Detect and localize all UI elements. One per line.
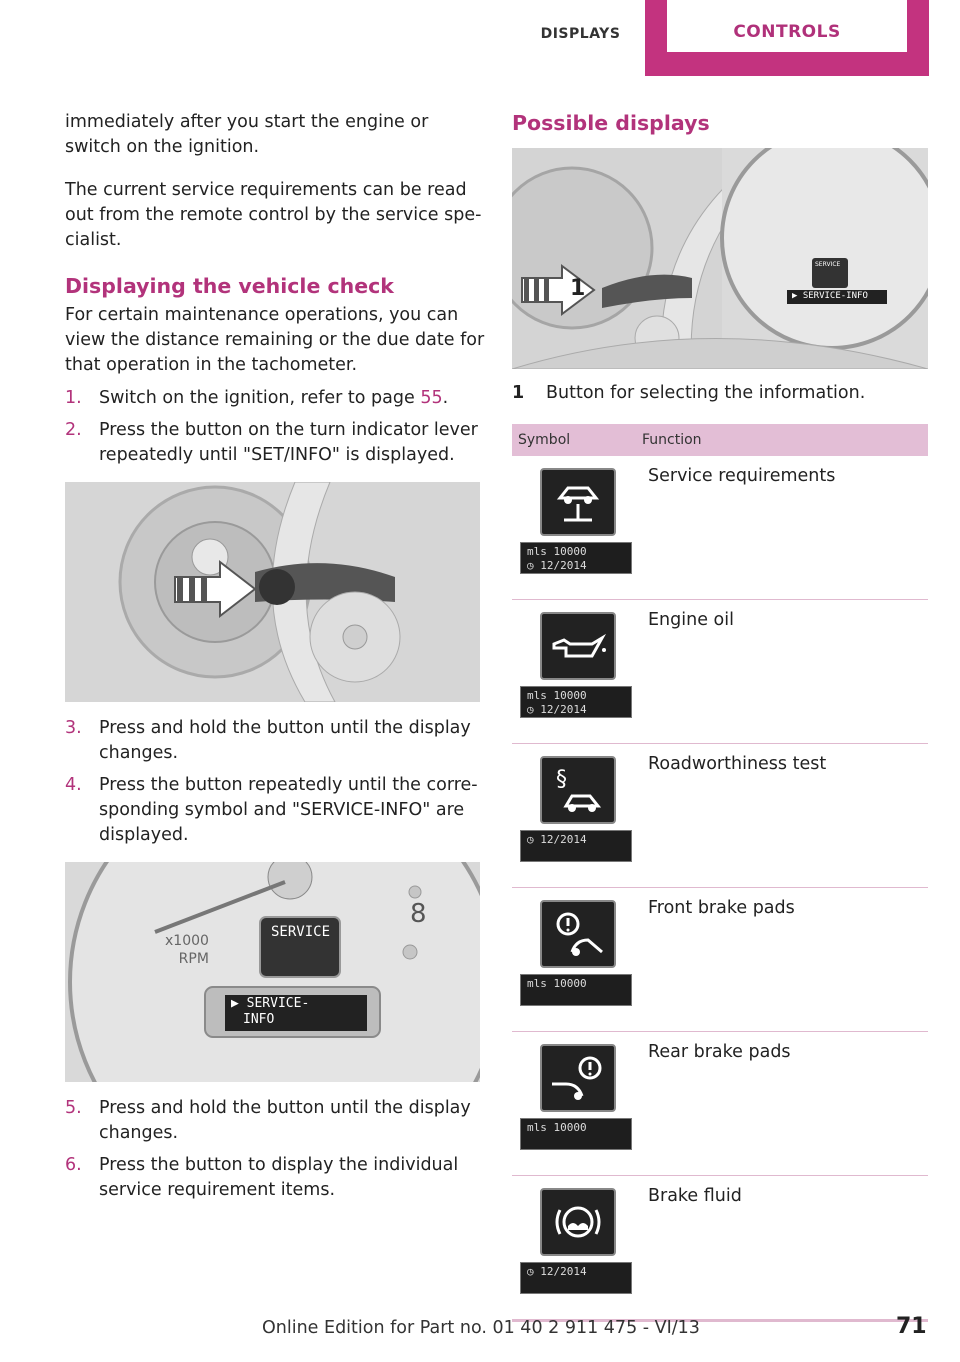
fig-lcd-service: SERVICE [815,261,841,268]
step-text: Press and hold the button until the display changes. [99,1098,471,1143]
lcd-date: ◷ 12/2014 [527,703,587,716]
step-number: 1. [65,388,82,408]
paragraph-maintenance: For certain maintenance operations, you can view the distance remaining or the due date for that operation in the tachometer. [65,305,485,375]
figure-lever-and-tachometer [512,148,928,369]
inspection-paragraph-car-icon [540,756,616,824]
fig-callout-number: 1 [570,276,586,301]
lcd-info-line-2: INFO [243,1012,275,1027]
function-cell: Rear brake pads [636,1032,928,1176]
fig-lcd-info: ▶ SERVICE-INFO [792,291,868,301]
rear-brake-pads-icon [540,1044,616,1112]
svg-text:§: § [556,767,567,792]
lcd-service-label: SERVICE [271,924,331,940]
symbols-table [512,424,928,1322]
callout-text: Button for selecting the information. [546,383,866,403]
step-item [65,1096,485,1146]
steps-list-c [65,1096,485,1203]
rpm-line-1: x1000 [165,933,209,949]
lcd-date: ◷ 12/2014 [527,1265,587,1278]
function-cell: Service requirements [636,456,928,600]
column-header-symbol: Symbol [512,424,636,456]
left-column [65,110,485,1210]
symbol-cell [512,1032,636,1176]
lcd-readout [520,1118,632,1150]
lcd-readout [520,686,632,718]
column-header-function: Function [636,424,928,456]
step-item [65,773,485,848]
brake-fluid-icon [540,1188,616,1256]
lever-illustration [65,482,480,702]
lcd-info-line-1: ▶ SERVICE- [231,996,310,1011]
figure-turn-indicator-lever [65,482,480,702]
step-text: Press the button repeatedly until the corre-sponding symbol and "SERVICE-INFO" are displayed. [99,775,478,845]
footer-edition: Online Edition for Part no. 01 40 2 911 475 - VI/13 [262,1318,700,1338]
lcd-readout [520,974,632,1006]
table-row [512,1032,928,1176]
right-column [512,110,928,1322]
lcd-readout [520,542,632,574]
steps-list-a [65,386,485,468]
table-header-row [512,424,928,456]
symbol-cell [512,1176,636,1321]
function-cell: Front brake pads [636,888,928,1032]
callout-number: 1 [512,383,525,403]
rpm-label [165,932,209,968]
paragraph-intro: immediately after you start the engine or switch on the ignition. [65,112,429,157]
symbol-cell [512,888,636,1032]
step-text: Press the button to display the individual service requirement items. [99,1155,459,1200]
header-chapter-tab [645,0,929,76]
lcd-readout [520,830,632,862]
lcd-distance: mls 10000 [527,545,587,558]
symbol-cell [512,744,636,888]
function-cell: Brake fluid [636,1176,928,1321]
function-cell: Roadworthiness test [636,744,928,888]
oil-can-icon [540,612,616,680]
overview-illustration [512,148,928,369]
step-item [65,1153,485,1203]
header-section-tab [518,0,643,72]
header-chapter-label: CONTROLS [733,22,841,42]
step-number: 4. [65,775,82,795]
lcd-date: ◷ 12/2014 [527,833,587,846]
table-row [512,1176,928,1321]
table-row [512,600,928,744]
heading-possible-displays: Possible displays [512,111,710,135]
lcd-readout [520,1262,632,1294]
tachometer-illustration [65,862,480,1082]
svg-text:8: 8 [410,899,427,929]
step-number: 6. [65,1155,82,1175]
table-row [512,456,928,600]
lcd-distance: mls 10000 [527,977,587,990]
service-car-lift-icon [540,468,616,536]
callout-item [512,381,928,406]
symbol-cell [512,600,636,744]
step-number: 5. [65,1098,82,1118]
table-row [512,744,928,888]
step-text: Switch on the ignition, refer to page [99,388,421,408]
step-item [65,386,485,411]
rpm-line-2: RPM [178,951,209,967]
steps-list-b [65,716,485,848]
lcd-distance: mls 10000 [527,689,587,702]
lcd-distance: mls 10000 [527,1121,587,1134]
step-number: 2. [65,420,82,440]
step-text: Press and hold the button until the display changes. [99,718,471,763]
table-row [512,888,928,1032]
step-tail: . [442,388,449,408]
page-number: 71 [896,1314,927,1339]
figure-tachometer-display [65,862,480,1082]
function-cell: Engine oil [636,600,928,744]
header-section-label: DISPLAYS [540,26,621,42]
step-number: 3. [65,718,82,738]
lcd-date: ◷ 12/2014 [527,559,587,572]
heading-vehicle-check: Displaying the vehicle check [65,274,394,298]
step-item [65,716,485,766]
step-item [65,418,485,468]
page-link[interactable]: 55 [420,388,443,408]
symbol-cell [512,456,636,600]
front-brake-pads-icon [540,900,616,968]
paragraph-service-specialist: The current service requirements can be read out from the remote control by the service spe-cialist. [65,180,482,250]
lcd-service-info-label [231,996,309,1028]
step-text: Press the button on the turn indicator lever repeatedly until "SET/INFO" is displayed. [99,420,478,465]
